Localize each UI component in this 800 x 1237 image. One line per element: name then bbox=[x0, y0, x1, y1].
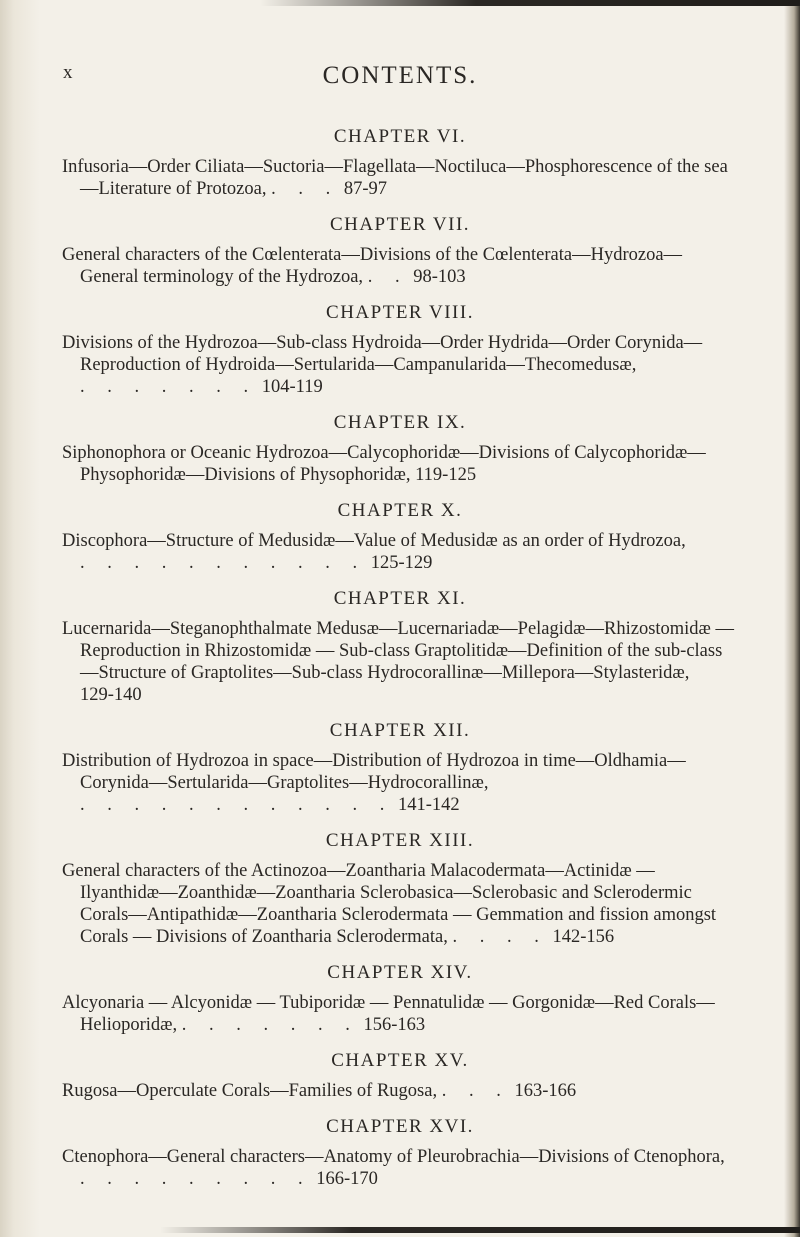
dot-leaders: . . . . . . . . . bbox=[80, 1169, 312, 1189]
summary-text: Divisions of the Hydrozoa—Sub-class Hydroida—Order Hydrida—Order Corynida—Reproduction of Hydroida—Sertularida—Campanularida—Thecomedusæ, bbox=[62, 333, 703, 375]
chapter-title: CHAPTER XVI. bbox=[326, 1116, 474, 1137]
summary-text: Infusoria—Order Ciliata—Suctoria—Flagellata—Noctiluca—Phosphorescence of the sea—Literature of Protozoa, bbox=[62, 157, 728, 199]
chapter-entry bbox=[62, 212, 738, 288]
chapter-summary bbox=[62, 750, 738, 816]
chapter-summary bbox=[62, 332, 738, 398]
chapter-summary bbox=[62, 442, 738, 486]
page-range: 125-129 bbox=[370, 553, 433, 573]
chapter-title: CHAPTER XV. bbox=[331, 1050, 469, 1071]
page-range: 87-97 bbox=[343, 179, 388, 199]
page-range: 141-142 bbox=[398, 795, 460, 815]
page-edge-shadow bbox=[784, 0, 800, 1237]
chapter-entry bbox=[62, 124, 738, 200]
summary-text: Distribution of Hydrozoa in space—Distribution of Hydrozoa in time—Oldhamia—Corynida—Sertularida—Graptolites—Hydrocorallinæ, bbox=[62, 751, 686, 793]
summary-text: Siphonophora or Oceanic Hydrozoa—Calycophoridæ—Divisions of Calycophoridæ—Physophoridæ—Divisions of Physophoridæ, bbox=[62, 443, 706, 485]
chapter-title: CHAPTER VII. bbox=[329, 214, 471, 235]
summary-text: General characters of the Cœlenterata—Divisions of the Cœlenterata—Hydrozoa—General terminology of the Hydrozoa, bbox=[62, 245, 683, 287]
summary-text: Ctenophora—General characters—Anatomy of Pleurobrachia—Divisions of Ctenophora, bbox=[62, 1147, 725, 1167]
dot-leaders: . . . . . . . bbox=[181, 1015, 359, 1035]
chapter-summary bbox=[62, 860, 738, 948]
summary-text: Discophora—Structure of Medusidæ—Value of Medusidæ as an order of Hydrozoa, bbox=[62, 531, 686, 551]
running-head: CONTENTS. bbox=[322, 62, 478, 89]
summary-text: Alcyonaria — Alcyonidæ — Tubiporidæ — Pennatulidæ — Gorgonidæ—Red Corals—Helioporidæ, bbox=[62, 993, 715, 1035]
chapter-entry bbox=[62, 498, 738, 574]
page-header bbox=[0, 58, 800, 92]
chapter-summary bbox=[62, 156, 738, 200]
dot-leaders: . . . . bbox=[452, 927, 548, 947]
page-gutter-shadow bbox=[0, 0, 40, 1237]
dot-leaders: . . bbox=[367, 267, 409, 287]
dot-leaders: . . . bbox=[441, 1081, 510, 1101]
chapter-title: CHAPTER VIII. bbox=[326, 302, 474, 323]
page-range: 129-140 bbox=[80, 685, 142, 705]
dot-leaders: . . . . . . . . . . . bbox=[80, 553, 367, 573]
page-top-shadow bbox=[260, 0, 800, 6]
chapter-entry bbox=[62, 586, 738, 706]
chapter-summary bbox=[62, 618, 738, 706]
chapter-title: CHAPTER X. bbox=[337, 500, 463, 521]
page-range: 142-156 bbox=[552, 927, 615, 947]
chapter-summary bbox=[62, 1146, 738, 1190]
chapter-title: CHAPTER VI. bbox=[333, 126, 467, 147]
chapter-entry bbox=[62, 410, 738, 486]
chapter-title: CHAPTER XIII. bbox=[325, 830, 475, 851]
chapter-entry bbox=[62, 1114, 738, 1190]
chapter-summary bbox=[62, 992, 738, 1036]
page-number: x bbox=[63, 62, 74, 83]
page-range: 166-170 bbox=[316, 1169, 378, 1189]
chapter-entry bbox=[62, 718, 738, 816]
chapter-entry bbox=[62, 300, 738, 398]
page-bottom-shadow bbox=[160, 1227, 800, 1233]
dot-leaders: . . . bbox=[271, 179, 340, 199]
chapter-title: CHAPTER XI. bbox=[333, 588, 467, 609]
summary-text: General characters of the Actinozoa—Zoantharia Malacodermata—Actinidæ — Ilyanthidæ—Zoanthidæ—Zoantharia Sclerobasica—Sclerobasic and Sclerodermic Corals—Antipathidæ—Zoantharia Sclerodermata — Gemmation and fission amongst Corals — Divisions of Zoantharia Sclerodermata, bbox=[62, 861, 717, 947]
page-range: 104-119 bbox=[261, 377, 323, 397]
dot-leaders: . . . . . . . bbox=[80, 377, 258, 397]
summary-text: Lucernarida—Steganophthalmate Medusæ—Lucernariadæ—Pelagidæ—Rhizostomidæ — Reproduction in Rhizostomidæ — Sub-class Graptolitidæ—Definition of the sub-class—Structure of Graptolites—Sub-class Hydrocorallinæ—Millepora—Stylasteridæ, bbox=[62, 619, 735, 683]
chapter-title: CHAPTER IX. bbox=[333, 412, 467, 433]
summary-text: Rugosa—Operculate Corals—Families of Rugosa, bbox=[62, 1081, 438, 1101]
chapter-summary bbox=[62, 244, 738, 288]
chapter-title: CHAPTER XII. bbox=[329, 720, 471, 741]
page-range: 163-166 bbox=[514, 1081, 577, 1101]
contents-list bbox=[62, 124, 738, 1202]
chapter-summary bbox=[62, 1080, 738, 1102]
chapter-summary bbox=[62, 530, 738, 574]
chapter-entry bbox=[62, 1048, 738, 1102]
chapter-title: CHAPTER XIV. bbox=[327, 962, 473, 983]
dot-leaders: . . . . . . . . . . . . bbox=[80, 795, 394, 815]
page-range: 156-163 bbox=[363, 1015, 426, 1035]
page-range: 98-103 bbox=[413, 267, 466, 287]
chapter-entry bbox=[62, 828, 738, 948]
page-range: 119-125 bbox=[415, 465, 477, 485]
chapter-entry bbox=[62, 960, 738, 1036]
